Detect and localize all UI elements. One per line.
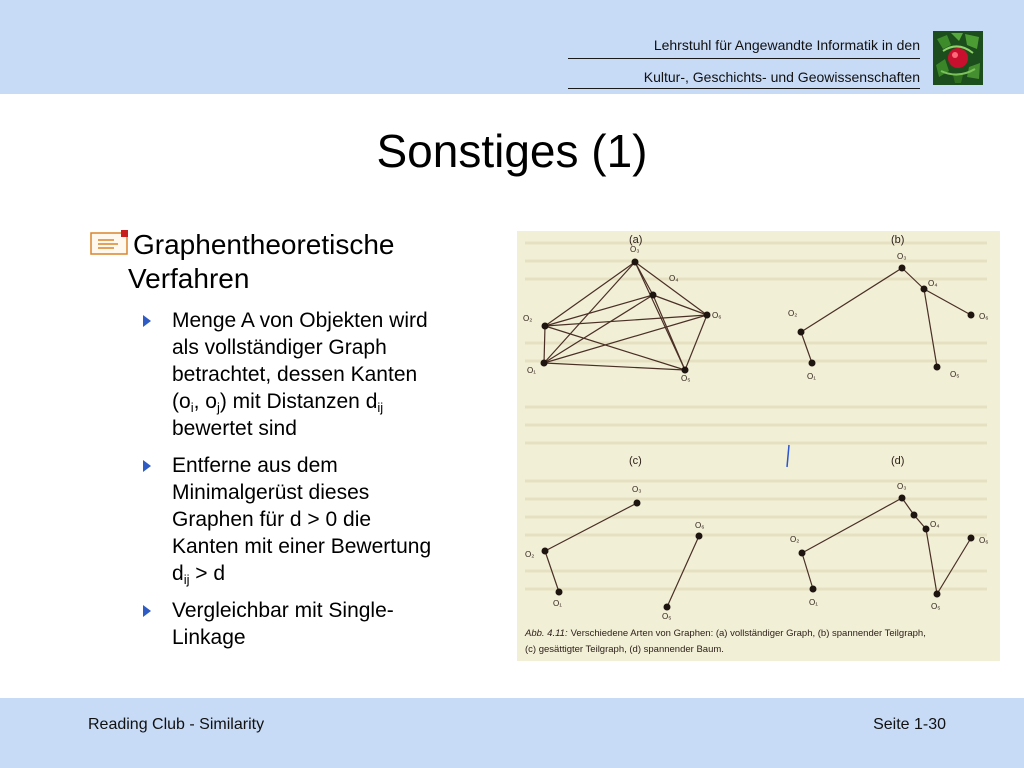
sub-bullet-line-distances: ($o_i$, $o_j$) mit Distanzen $d_{ij}$ <box>172 390 384 415</box>
triangle-right-icon <box>143 605 151 617</box>
svg-text:O₂: O₂ <box>788 309 798 318</box>
main-bullet-line: Verfahren <box>128 263 250 294</box>
sub-bullet-line: betrachtet, dessen Kanten <box>172 363 418 386</box>
header-institution-line-1: Lehrstuhl für Angewandte Informatik in den <box>653 37 920 53</box>
sub-bullet-line-threshold: $d_{ij} > d$ <box>172 562 226 587</box>
svg-text:O₂: O₂ <box>523 314 533 323</box>
svg-text:O₄: O₄ <box>928 279 938 288</box>
panel-b-label: (b) <box>891 234 905 246</box>
sub-bullet-line: Linkage <box>172 626 246 649</box>
header-divider <box>568 58 920 59</box>
sub-bullet-remove-edges <box>172 452 502 587</box>
panel-c-label: (c) <box>629 455 642 467</box>
svg-text:O₁: O₁ <box>553 599 562 608</box>
sub-bullet-single-linkage <box>172 597 502 651</box>
main-bullet-line: Graphentheoretische <box>133 229 395 260</box>
svg-text:O₃: O₃ <box>897 252 907 261</box>
svg-text:O₃: O₃ <box>897 482 907 491</box>
svg-text:O₄: O₄ <box>930 520 940 529</box>
sub-bullet-line: Menge A von Objekten wird <box>172 309 428 332</box>
sub-bullet-complete-graph <box>172 307 502 442</box>
svg-text:O₃: O₃ <box>632 485 642 494</box>
svg-text:O₆: O₆ <box>695 521 705 530</box>
sub-bullet-line: Kanten mit einer Bewertung <box>172 535 432 558</box>
sub-bullet-line: Minimalgerüst dieses <box>172 481 370 504</box>
svg-text:O₂: O₂ <box>525 550 535 559</box>
sub-bullet-line: bewertet sind <box>172 417 297 440</box>
footer-page-number: Seite 1-30 <box>873 716 946 733</box>
figure-caption-line-1: Abb. 4.11: Verschiedene Arten von Graphen: (a) vollständiger Graph, (b) spannender Teilgraph, <box>525 628 926 639</box>
institute-logo-icon <box>933 31 983 85</box>
triangle-right-icon <box>143 460 151 472</box>
triangle-right-icon <box>143 315 151 327</box>
svg-text:O₅: O₅ <box>931 602 941 611</box>
slide-bullet-icon <box>90 230 130 256</box>
svg-text:O₅: O₅ <box>681 374 691 383</box>
svg-text:O₄: O₄ <box>669 274 679 283</box>
panel-a-label: (a) <box>629 234 643 246</box>
slide-title: Sonstiges (1) <box>376 125 648 177</box>
svg-text:O₆: O₆ <box>979 312 989 321</box>
svg-text:O₅: O₅ <box>950 370 960 379</box>
sub-bullet-line: Graphen für d > 0 die <box>172 508 372 531</box>
svg-text:O₂: O₂ <box>790 535 800 544</box>
svg-text:O₅: O₅ <box>662 612 672 621</box>
svg-text:O₆: O₆ <box>979 536 989 545</box>
svg-text:O₁: O₁ <box>527 366 536 375</box>
footer-presentation-title: Reading Club - Similarity <box>88 716 265 733</box>
panel-d-label: (d) <box>891 455 905 467</box>
graph-types-figure <box>517 231 1000 661</box>
svg-text:O₃: O₃ <box>630 245 640 254</box>
svg-text:O₁: O₁ <box>809 598 818 607</box>
svg-text:O₆: O₆ <box>712 311 722 320</box>
sub-bullet-line: Entferne aus dem <box>172 454 338 477</box>
svg-text:O₁: O₁ <box>807 372 816 381</box>
sub-bullet-line: als vollständiger Graph <box>172 336 387 359</box>
main-bullet-text <box>128 228 488 296</box>
header-divider <box>568 88 920 89</box>
sub-bullet-line: Vergleichbar mit Single- <box>172 599 394 622</box>
figure-caption-line-2: (c) gesättigter Teilgraph, (d) spannender Baum. <box>525 644 724 655</box>
header-institution-line-2: Kultur-, Geschichts- und Geowissenschaften <box>643 69 920 85</box>
